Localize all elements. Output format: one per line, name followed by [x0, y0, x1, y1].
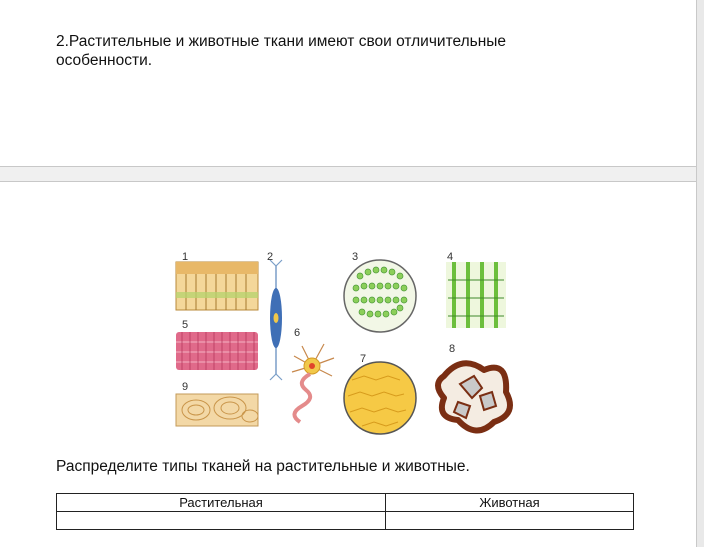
question-text [56, 32, 576, 70]
tissue-2-spindle-cell [270, 260, 282, 380]
tissue-1-plant-cells [176, 262, 258, 310]
header-animal: Животная [386, 494, 634, 512]
tissue-9-connective [176, 394, 258, 426]
task-text: Распределите типы тканей на растительные и животные. [56, 458, 470, 475]
table-header-row [57, 494, 634, 512]
label-5: 5 [182, 319, 189, 331]
label-7: 7 [360, 353, 367, 365]
label-3: 3 [352, 251, 359, 263]
label-1: 1 [182, 251, 189, 263]
label-6: 6 [294, 327, 301, 339]
tissue-7-epithelium-circle [344, 362, 416, 434]
scrollbar[interactable] [696, 0, 704, 547]
tissue-3-plant-circle [344, 260, 416, 332]
header-plant: Растительная [57, 494, 386, 512]
cell-plant[interactable] [57, 512, 386, 530]
answer-table [56, 493, 634, 530]
label-4: 4 [447, 251, 454, 263]
tissue-4-plant-vessels [446, 262, 506, 328]
tissue-5-striated-muscle [176, 332, 258, 370]
document-page-top [0, 0, 696, 166]
label-8: 8 [449, 343, 456, 355]
label-2: 2 [267, 251, 274, 263]
table-row [57, 512, 634, 530]
question-line-1: 2.Растительные и животные ткани имеют свои отличительные [56, 33, 507, 50]
cell-animal[interactable] [386, 512, 634, 530]
page-break [0, 166, 704, 182]
tissue-figure [168, 246, 528, 442]
tissue-6-neuron [292, 344, 334, 422]
question-line-2: особенности. [56, 52, 153, 69]
tissue-8-bone-cells [438, 363, 510, 430]
label-9: 9 [182, 381, 189, 393]
